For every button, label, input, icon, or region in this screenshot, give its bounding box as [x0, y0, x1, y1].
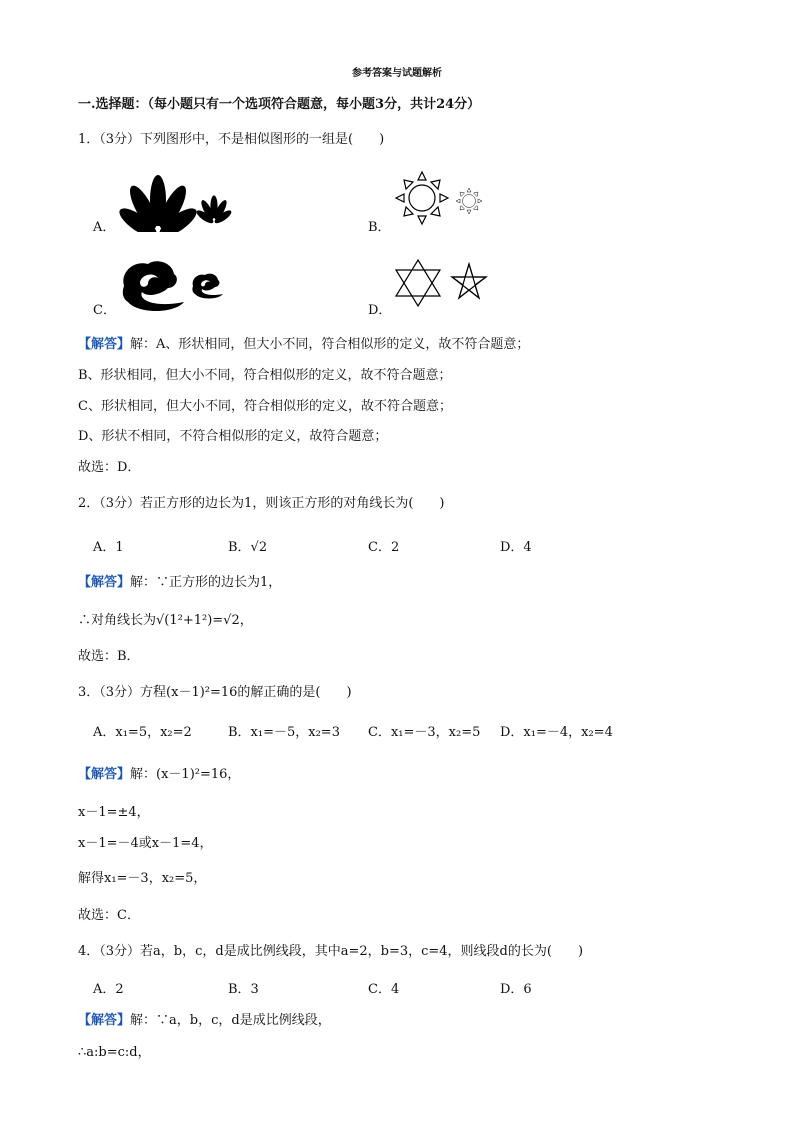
- question-4-stem: 4．（3分）若a，b，c，d是成比例线段，其中a=2，b=3，c=4，则线段d的长为( ): [78, 944, 584, 959]
- q4-option-b: B．3: [228, 982, 259, 997]
- q1-answer-line-3: C、形状相同，但大小不同，符合相似形的定义，故不符合题意；: [78, 399, 452, 414]
- answer-tag: 【解答】: [78, 1013, 131, 1028]
- question-1-stem: 1．（3分）下列图形中，不是相似图形的一组是( ): [78, 132, 385, 147]
- q4-option-c: C．4: [368, 982, 400, 997]
- section-heading: 一.选择题：（每小题只有一个选项符合题意，每小题3分，共计24分）: [78, 97, 481, 112]
- question-3-stem: 3．（3分）方程(x－1)²=16的解正确的是( ): [78, 685, 352, 700]
- star-icon: [394, 258, 494, 308]
- answer-tag: 【解答】: [78, 575, 131, 590]
- q4-answer-line-2: ∴a:b=c:d，: [78, 1045, 151, 1060]
- q4-answer-line-1: 【解答】解：∵a，b，c，d是成比例线段，: [78, 1013, 331, 1028]
- q3-option-a: A．x₁=5，x₂=2: [93, 725, 192, 740]
- question-2-stem: 2．（3分）若正方形的边长为1，则该正方形的对角线长为( ): [78, 496, 445, 511]
- q3-option-c: C．x₁=－3，x₂=5: [368, 725, 481, 740]
- q2-option-a: A．1: [93, 540, 124, 555]
- q3-answer-line-2: x－1=±4，: [78, 805, 150, 820]
- q3-option-b: B．x₁=－5，x₂=3: [228, 725, 340, 740]
- q3-answer-line-4: 解得x₁=－3，x₂=5，: [78, 871, 207, 886]
- q2-option-d: D．4: [500, 540, 532, 555]
- q3-answer-line-5: 故选：C．: [78, 908, 140, 923]
- q2-answer-line-1: 【解答】解：∵正方形的边长为1，: [78, 575, 282, 590]
- q1-option-a: A．: [93, 220, 116, 235]
- sun-icon: [392, 168, 492, 228]
- q3-answer-line-1: 【解答】解：(x－1)²=16，: [78, 767, 241, 782]
- q2-answer-line-3: 故选：B．: [78, 649, 140, 664]
- q1-answer-line-2: B、形状相同，但大小不同，符合相似形的定义，故不符合题意；: [78, 368, 452, 383]
- q2-answer-line-2: ∴对角线长为√(1²+1²)=√2，: [78, 613, 253, 628]
- q1-answer-line-1: 【解答】解：A、形状相同，但大小不同，符合相似形的定义，故不符合题意；: [78, 337, 530, 352]
- q2-option-c: C．2: [368, 540, 400, 555]
- page-title: 参考答案与试题解析: [352, 68, 442, 79]
- q1-option-b: B．: [368, 220, 391, 235]
- answer-tag: 【解答】: [78, 337, 131, 352]
- q4-option-a: A．2: [93, 982, 124, 997]
- q3-option-d: D．x₁=－4，x₂=4: [500, 725, 613, 740]
- q1-option-d: D．: [368, 303, 392, 318]
- shell-icon: [118, 172, 238, 232]
- q4-option-d: D．6: [500, 982, 532, 997]
- q1-option-c: C．: [93, 303, 116, 318]
- cloud-icon: [118, 258, 228, 314]
- q3-answer-line-3: x－1=－4或x－1=4，: [78, 836, 213, 851]
- q2-option-b: B．√2: [228, 540, 268, 555]
- q1-answer-line-4: D、形状不相同，不符合相似形的定义，故符合题意；: [78, 429, 388, 444]
- answer-tag: 【解答】: [78, 767, 131, 782]
- q1-answer-line-5: 故选：D．: [78, 460, 141, 475]
